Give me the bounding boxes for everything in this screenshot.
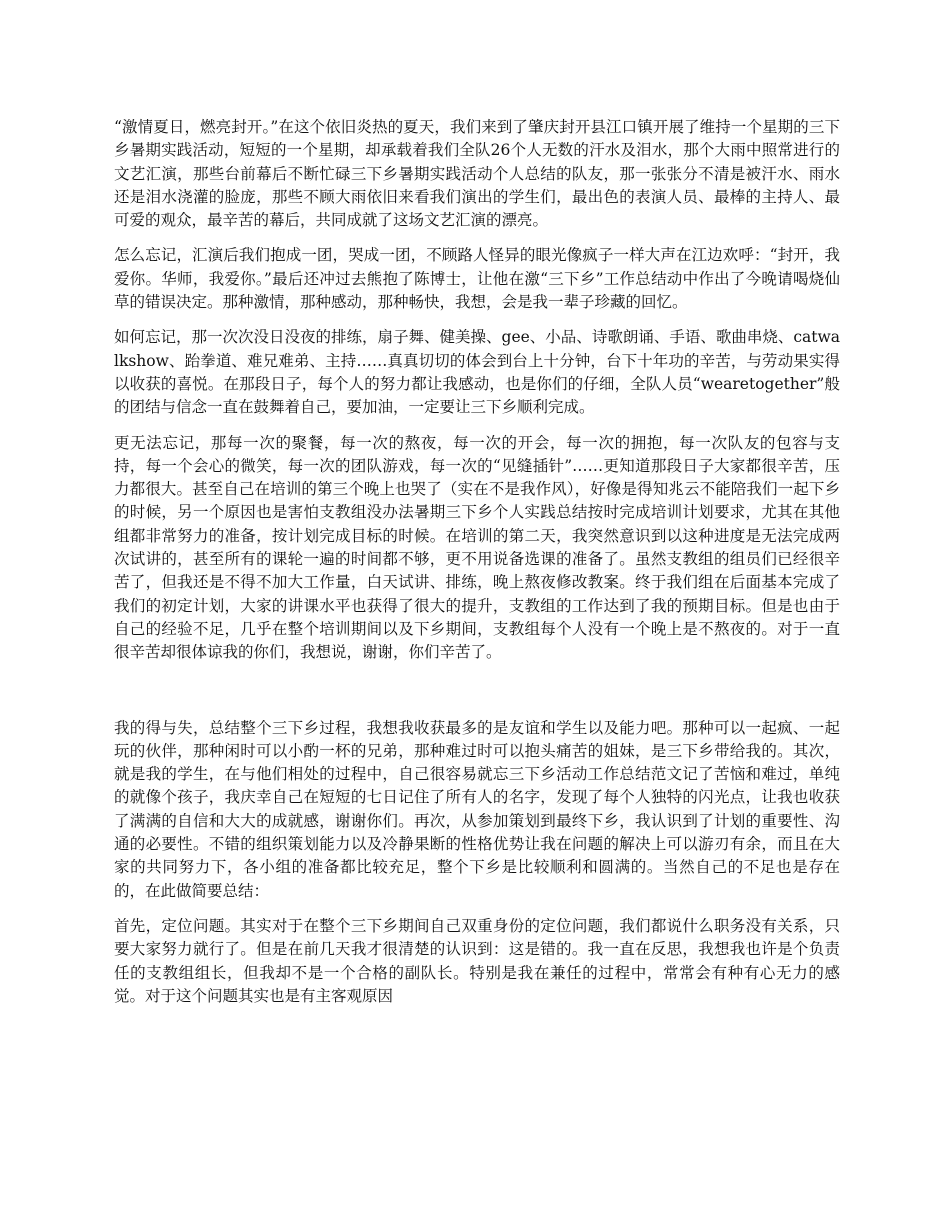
paragraph-5: 我的得与失，总结整个三下乡过程，我想我收获最多的是友谊和学生以及能力吧。那种可以一起疯、一起玩的伙伴，那种闲时可以小酌一杯的兄弟，那种难过时可以抱头痛苦的姐妹，是三下乡带给我的。其次，就是我的学生，在与他们相处的过程中，自己很容易就忘三下乡活动工作总结范文记了苦恼和难过，单纯的就像个孩子，我庆幸自己在短短的七日记住了所有人的名字，发现了每个人独特的闪光点，让我也收获了满满的自信和大大的成就感，谢谢你们。再次，从参加策划到最终下乡，我认识到了计划的重要性、沟通的必要性。不错的组织策划能力以及冷静果断的性格优势让我在问题的解决上可以游刃有余，而且在大家的共同努力下，各小组的准备都比较充足，整个下乡是比较顺利和圆满的。当然自己的不足也是存在的，在此做简要总结： (114, 718, 840, 900)
paragraph-2: 怎么忘记，汇演后我们抱成一团，哭成一团，不顾路人怪异的眼光像疯子一样大声在江边欢呼：“封开，我爱你。华师，我爱你。”最后还冲过去熊抱了陈博士，让他在激“三下乡”工作总结动中作出了今晚请喝烧仙草的错误决定。那种激情，那种感动，那种畅快，我想，会是我一辈子珍藏的回忆。 (114, 246, 840, 312)
document-body (114, 116, 840, 1020)
section-spacer (114, 677, 840, 717)
paragraph-1: “激情夏日，燃亮封开。”在这个依旧炎热的夏天，我们来到了肇庆封开县江口镇开展了维持一个星期的三下乡暑期实践活动，短短的一个星期，却承载着我们全队26个人无数的汗水及泪水，那个大雨中照常进行的文艺汇演，那些台前幕后不断忙碌三下乡暑期实践活动个人总结的队友，那一张张分不清是被汗水、雨水还是泪水浇灌的脸庞，那些不顾大雨依旧来看我们演出的学生们，最出色的表演人员、最棒的主持人、最可爱的观众，最辛苦的幕后，共同成就了这场文艺汇演的漂亮。 (114, 118, 840, 230)
paragraph-6: 首先，定位问题。其实对于在整个三下乡期间自己双重身份的定位问题，我们都说什么职务没有关系，只要大家努力就行了。但是在前几天我才很清楚的认识到：这是错的。我一直在反思，我想我也许是个负责任的支教组组长，但我却不是一个合格的副队长。特别是我在兼任的过程中，常常会有种有心无力的感觉。对于这个问题其实也是有主客观原因 (114, 916, 840, 1005)
paragraph-3: 如何忘记，那一次次没日没夜的排练，扇子舞、健美操、gee、小品、诗歌朗诵、手语、歌曲串烧、catwalkshow、跆拳道、难兄难弟、主持……真真切切的体会到台上十分钟，台下十年功的辛苦，与劳动果实得以收获的喜悦。在那段日子，每个人的努力都让我感动，也是你们的仔细，全队人员“wearetogether”般的团结与信念一直在鼓舞着自己，要加油，一定要让三下乡顺利完成。 (114, 328, 840, 417)
paragraph-4: 更无法忘记，那每一次的聚餐，每一次的熬夜，每一次的开会，每一次的拥抱，每一次队友的包容与支持，每一个会心的微笑，每一次的团队游戏，每一次的“见缝插针”……更知道那段日子大家都很辛苦，压力都很大。甚至自己在培训的第三个晚上也哭了（实在不是我作风），好像是得知兆云不能陪我们一起下乡的时候，另一个原因也是害怕支教组没办法暑期三下乡个人实践总结按时完成培训计划要求，尤其在其他组都非常努力的准备，按计划完成目标的时候。在培训的第二天，我突然意识到以这种进度是无法完成两次试讲的，甚至所有的课轮一遍的时间都不够，更不用说备选课的准备了。虽然支教组的组员们已经很辛苦了，但我还是不得不加大工作量，白天试讲、排练，晚上熬夜修改教案。终于我们组在后面基本完成了我们的初定计划，大家的讲课水平也获得了很大的提升，支教组的工作达到了我的预期目标。但是也由于自己的经验不足，几乎在整个培训期间以及下乡期间，支教组每个人没有一个晚上是不熬夜的。对于一直很辛苦却很体谅我的你们，我想说，谢谢，你们辛苦了。 (114, 433, 840, 662)
